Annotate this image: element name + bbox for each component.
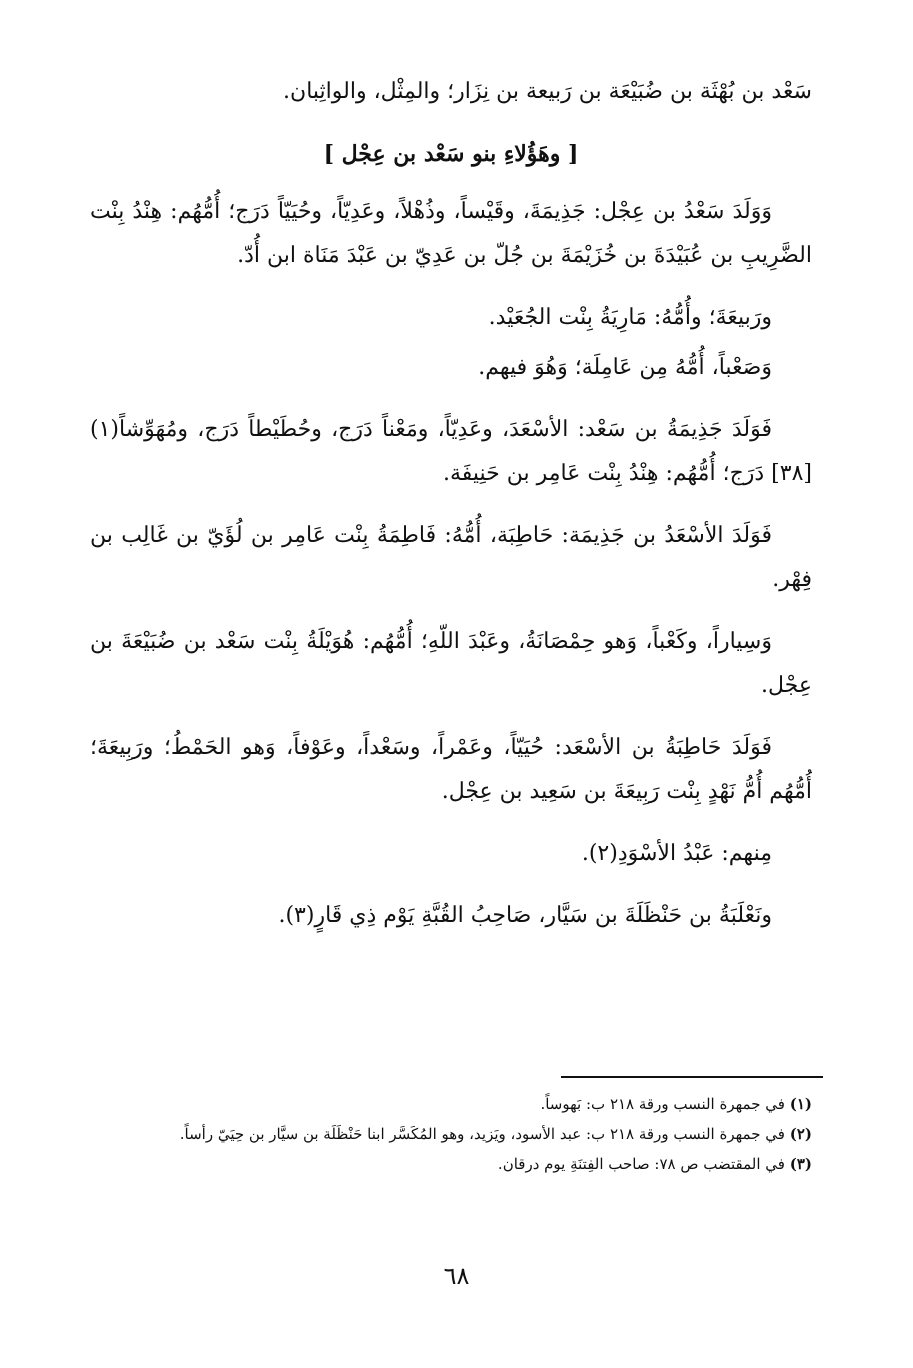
paragraph-3: وَصَعْباً، أُمُّهُ مِن عَامِلَة؛ وَهُوَ فيهم. [478,355,772,380]
main-text [90,70,812,938]
footnote-1 [90,1090,812,1118]
paragraph-5: فَوَلَدَ الأسْعَدُ بن جَذِيمَة: حَاطِبَة، أُمُّهُ: فَاطِمَةُ بِنْت عَامِر بن لُؤَيّ بن غَالِب بن فِهْر. [90,523,812,592]
paragraph-7: فَوَلَدَ حَاطِبَةُ بن الأسْعَد: حُيَيّاً، وعَمْراً، وسَعْداً، وعَوْفاً، وَهو الحَمْطُ؛ ورَبِيعَةَ؛ أُمُّهُم أُمُّ نَهْدٍ بِنْت رَبِيعَةَ بن سَعِيد بن عِجْل. [90,735,812,804]
footnote-divider [561,1076,823,1078]
footnote-text: في جمهرة النسب ورقة ٢١٨ ب: بَهوساً. [540,1095,785,1113]
footnote-3 [90,1150,812,1178]
paragraph-4: فَوَلَدَ جَذِيمَةُ بن سَعْد: الأسْعَدَ، وعَدِيّاً، ومَعْناً دَرَج، وحُطَيْطاً دَرَج، ومُهَوِّشاً(١) [٣٨] دَرَج؛ أُمُّهُم: هِنْدُ بِنْت عَامِر بن حَنِيفَة. [90,417,812,486]
footnote-text: في المقتضب ص ٧٨: صاحب الفِتنَةِ يوم درقان. [497,1155,785,1173]
paragraph-9: ونَعْلَبَةُ بن حَنْظَلَةَ بن سَيَّار، صَاحِبُ القُبَّةِ يَوْم ذِي قَارٍ(٣). [278,903,772,928]
footnote-number: (٣) [789,1155,812,1173]
footnote-text: في جمهرة النسب ورقة ٢١٨ ب: عبد الأسود، ويَزيد، وهو المُكَسَّر ابنا حَنْظَلَة بن سيَّار بن حِيَيّ رأساً. [179,1125,785,1143]
footnotes [90,1090,812,1180]
footnote-number: (٢) [789,1125,812,1143]
section-heading: [ وهَؤُلاءِ بنو سَعْد بن عِجْل ] [323,141,579,167]
paragraph-8: مِنهم: عَبْدُ الأسْوَدِ(٢). [581,841,772,866]
paragraph-1: وَوَلَدَ سَعْدُ بن عِجْل: جَذِيمَةَ، وقَيْساً، وذُهْلاً، وعَدِيّاً، وحُيَيّاً دَرَج؛ أُمُّهُم: هِنْدُ بِنْت الضَّرِيبِ بن عُبَيْدَةَ بن خُزَيْمَةَ بن جُلّ بن عَدِيّ بن عَبْدَ مَنَاة ابن أُدّ. [90,199,812,268]
page-body [90,70,812,956]
paragraph-6: وَسِياراً، وكَعْباً، وَهو حِمْصَانَةُ، وعَبْدَ اللّهِ؛ أُمُّهُم: هُوَيْلَةُ بِنْت سَعْد بن ضُبَيْعَةَ بن عِجْل. [90,629,812,698]
page-number: ٦٨ [443,1262,470,1290]
intro-line: سَعْد بن بُهْثَة بن ضُبَيْعَة بن رَبيعة بن نِزَار؛ والمِثْل، والواثِبان. [283,79,812,104]
footnote-number: (١) [789,1095,812,1113]
footnote-2 [90,1120,812,1148]
paragraph-2: ورَبيعَةَ؛ وأُمُّهُ: مَارِيَةُ بِنْت الجُعَيْد. [488,305,772,330]
